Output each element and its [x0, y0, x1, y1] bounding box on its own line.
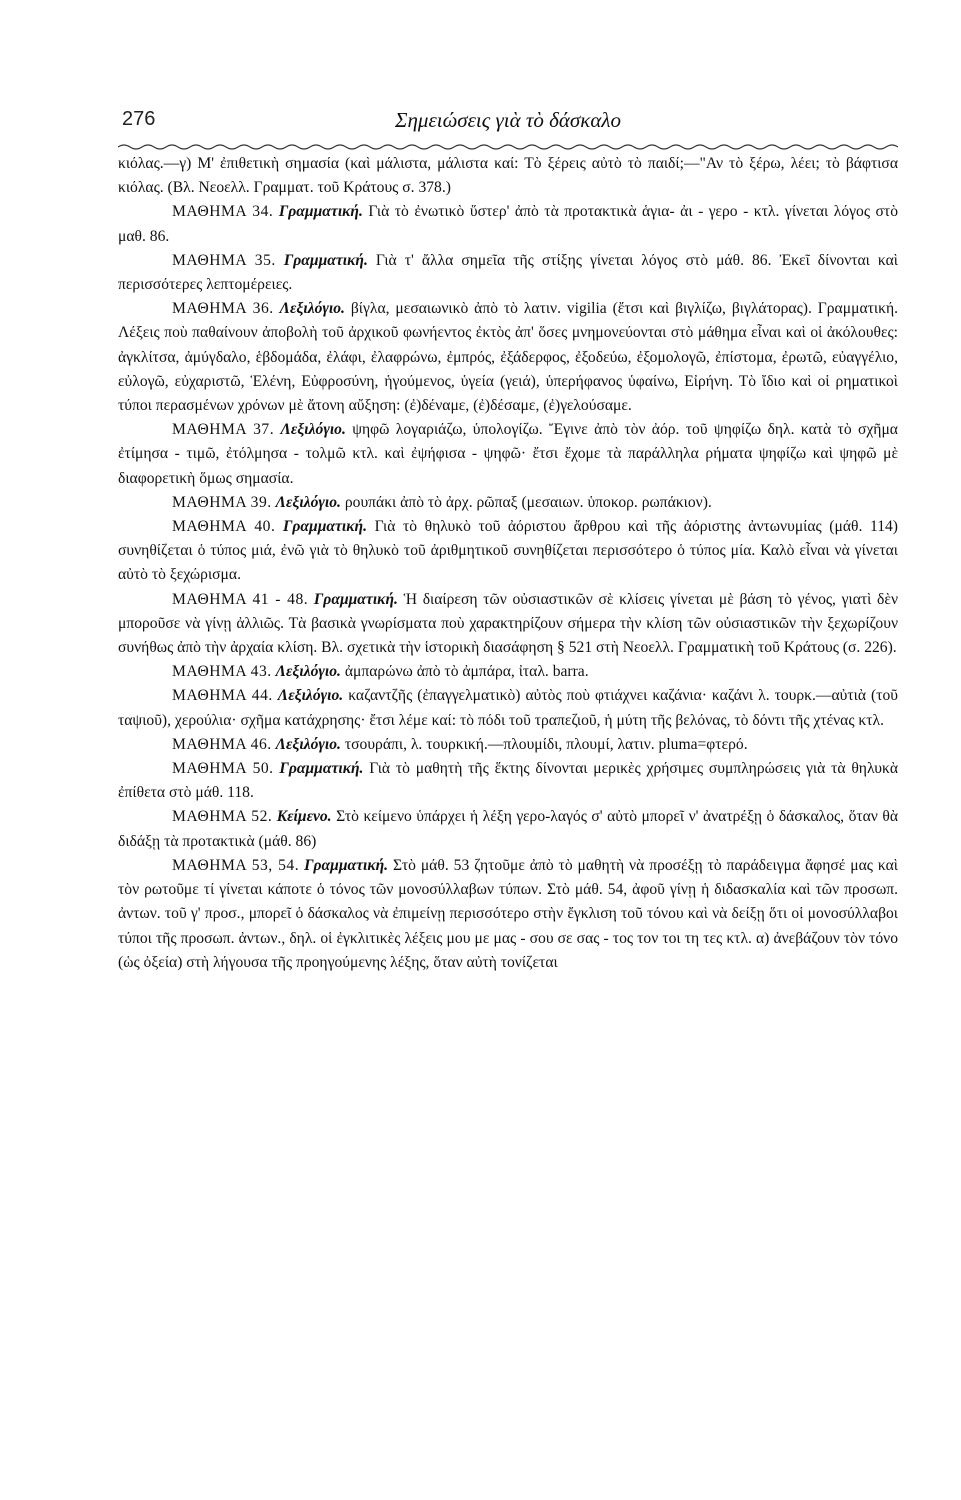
lesson-subject: Κείμενο.	[276, 808, 332, 826]
lesson-label: ΜΑΘΗΜΑ 53, 54.	[172, 856, 300, 874]
lesson-text: Γιὰ τὸ μαθητὴ τῆς ἕκτης δίνονται μερικὲς χρήσιμες συμπληρώσεις γιὰ τὰ θηλυκὰ ἐπίθετα στὸ μάθ. 118.	[118, 760, 898, 802]
lesson-subject: Γραμματική.	[283, 251, 368, 269]
lesson-label: ΜΑΘΗΜΑ 37.	[172, 421, 275, 439]
lesson-text: Γιὰ τὸ ἐνωτικὸ ὕστερ' ἀπὸ τὰ προτακτικὰ ἁγια- ἀι - γερο - κτλ. γίνεται λόγος στὸ μαθ. 86.	[118, 203, 898, 245]
lesson-label: ΜΑΘΗΜΑ 50.	[172, 760, 274, 778]
lesson-note	[118, 757, 898, 805]
lesson-label: ΜΑΘΗΜΑ 46.	[172, 735, 272, 753]
lesson-subject: Λεξιλόγιο.	[279, 300, 345, 318]
lesson-label: ΜΑΘΗΜΑ 36.	[172, 300, 274, 318]
lesson-note	[118, 733, 898, 757]
lesson-label: ΜΑΘΗΜΑ 41 - 48.	[172, 590, 309, 608]
lesson-text: τσουράπι, λ. τουρκική.—πλουμίδι, πλουμί, λατιν. pluma=φτερό.	[344, 735, 748, 753]
lesson-note	[118, 660, 898, 684]
page-header	[118, 104, 898, 140]
lesson-subject: Γραμματική.	[304, 856, 389, 874]
lesson-note	[118, 491, 898, 515]
lesson-label: ΜΑΘΗΜΑ 52.	[172, 808, 273, 826]
lesson-note	[118, 684, 898, 732]
lesson-note	[118, 588, 898, 661]
lesson-text: Γιὰ τ' ἄλλα σημεῖα τῆς στίξης γίνεται λόγος στὸ μάθ. 86. Ἐκεῖ δίνονται καὶ περισσότερες λεπτομέρειες.	[118, 251, 898, 294]
lesson-text: βίγλα, μεσαιωνικὸ ἀπὸ τὸ λατιν. vigilia (ἔτσι καὶ βιγλίζω, βιγλάτορας). Γραμματική. Λέξεις ποὺ παθαίνουν ἀποβολὴ τοῦ ἀρχικοῦ φωνήεντος ἐκτὸς ἀπ' ὅσες μνημονεύονται στὸ μάθημα εἶναι καὶ οἱ ἀκόλουθες: ἀγκλίτσα, ἀμύγδαλο, ἑβδομάδα, ἐλάφι, ἐλαφρώνω, ἐμπρός, ἐξάδερφος, ἐξοδεύω, ἐξομολογῶ, ἐπίστομα, ἐρωτῶ, εὐαγγέλιο, εὐλογῶ, εὐχαριστῶ, Ἑλένη, Εὐφροσύνη, ἡγούμενος, ὑγεία (γειά), ὑπερήφανος ὑφαίνω, Εἰρήνη. Τὸ ἴδιο καὶ οἱ ρηματικοὶ τύποι περασμένων χρόνων μὲ ἄτονη αὔξηση: (ἐ)δέναμε, (ἐ)δέσαμε, (ἐ)γελούσαμε.	[118, 300, 898, 415]
lesson-subject: Γραμματική.	[278, 203, 363, 221]
paragraph	[118, 152, 898, 200]
lesson-note	[118, 418, 898, 491]
lesson-note	[118, 805, 898, 853]
lesson-text: Γιὰ τὸ θηλυκὸ τοῦ ἀόριστου ἄρθρου καὶ τῆς ἀόριστης ἀντωνυμίας (μάθ. 114) συνηθίζεται ὁ τύπος μιά, ἐνῶ γιὰ τὸ θηλυκὸ τοῦ ἀριθμητικοῦ συνηθίζεται περισσότερο ὁ τύπος μία. Καλὸ εἶναι νὰ γίνεται αὐτὸ τὸ ξεχώρισμα.	[118, 518, 898, 584]
lesson-note	[118, 249, 898, 297]
notes-body	[118, 152, 898, 975]
paragraph-text: κιόλας.—γ) Μ' ἐπιθετικὴ σημασία (καὶ μάλιστα, μάλιστα καί: Τὸ ξέρεις αὐτὸ τὸ παιδί;—"Αν τὸ ξέρω, λέει; τὸ βάφτισα κιόλας. (Βλ. Νεοελλ. Γραμματ. τοῦ Κράτους σ. 378.)	[118, 155, 898, 197]
page-number: 276	[122, 108, 156, 130]
lesson-note	[118, 297, 898, 418]
lesson-subject: Γραμματική.	[313, 590, 398, 608]
wavy-rule	[118, 143, 898, 151]
lesson-label: ΜΑΘΗΜΑ 35.	[172, 251, 276, 269]
lesson-subject: Γραμματική.	[282, 518, 367, 536]
lesson-subject: Λεξιλόγιο.	[280, 421, 346, 439]
lesson-text: Στὸ μάθ. 53 ζητοῦμε ἀπὸ τὸ μαθητὴ νὰ προσέξῃ τὸ παράδειγμα ἄφησέ μας καὶ τὸν ρωτοῦμε τί γίνεται κάποτε ὁ τόνος τῶν μονοσύλλαβων τύπων. Στὸ μάθ. 54, ἀφοῦ γίνῃ ἡ διδασκαλία καὶ τῶν προσωπ. ἀντων. τοῦ γ' προσ., μπορεῖ ὁ δάσκαλος νὰ ἐπιμείνῃ περισσότερο στὴν ἔγκλιση τοῦ τόνου καὶ νὰ δείξῃ ὅτι οἱ μονοσύλλαβοι τύποι τῆς προσωπ. ἀντων., δηλ. οἱ ἐγκλιτικὲς λέξεις μου με μας - σου σε σας - τος τον τοι τη τες κτλ. α) ἀνεβάζουν τὸν τόνο (ὡς ὀξεία) στὴ λήγουσα τῆς προηγούμενης λέξης, ὅταν αὐτὴ τονίζεται	[118, 856, 899, 971]
lesson-subject: Λεξιλόγιο.	[275, 735, 341, 753]
lesson-text: Ἡ διαίρεση τῶν οὐσιαστικῶν σὲ κλίσεις γίνεται μὲ βάση τὸ γένος, γιατὶ δὲν μποροῦσε νὰ γίνῃ ἀλλιῶς. Τὰ βασικὰ γνωρίσματα ποὺ χαρακτηρίζουν σήμερα τὴν κλίση τῶν οὐσιαστικῶν τὴν ξεχωρίζουν συνήθως ἀπὸ τὴν ἀρχαία κλίση. Βλ. σχετικὰ τὴν ἱστορικὴ διασάφηση § 521 στὴ Νεοελλ. Γραμματικὴ τοῦ Κράτους (σ. 226).	[118, 590, 898, 657]
lesson-label: ΜΑΘΗΜΑ 39.	[172, 493, 272, 511]
lesson-label: ΜΑΘΗΜΑ 40.	[172, 518, 276, 536]
lesson-label: ΜΑΘΗΜΑ 44.	[172, 687, 273, 705]
lesson-note	[118, 515, 898, 588]
lesson-text: καζαντζῆς (ἐπαγγελματικὸ) αὐτὸς ποὺ φτιάχνει καζάνια· καζάνι λ. τουρκ.—αὐτιὰ (τοῦ ταψιοῦ), χερούλια· σχῆμα κατάχρησης· ἔτσι λέμε καί: τὸ πόδι τοῦ τραπεζιοῦ, ἡ μύτη τῆς βελόνας, τὸ δόντι τῆς χτένας κτλ.	[118, 687, 899, 729]
lesson-label: ΜΑΘΗΜΑ 34.	[172, 203, 274, 221]
lesson-text: ἀμπαρώνω ἀπὸ τὸ ἀμπάρα, ἰταλ. barra.	[344, 663, 589, 681]
lesson-subject: Λεξιλόγιο.	[277, 687, 344, 705]
lesson-note	[118, 200, 898, 248]
lesson-subject: Λεξιλόγιο.	[275, 663, 341, 681]
lesson-label: ΜΑΘΗΜΑ 43.	[172, 663, 272, 681]
lesson-note	[118, 854, 898, 975]
lesson-text: ρουπάκι ἀπὸ τὸ ἀρχ. ρῶπαξ (μεσαιων. ὑποκορ. ρωπάκιον).	[344, 493, 712, 511]
lesson-text: ψηφῶ λογαριάζω, ὑπολογίζω. Ἔγινε ἀπὸ τὸν ἀόρ. τοῦ ψηφίζω δηλ. κατὰ τὸ σχῆμα ἐτίμησα - τιμῶ, ἐτόλμησα - τολμῶ κτλ. καὶ ἐψήφισα - ψηφῶ· ἔτσι ἔχομε τὰ παράλληλα ρήματα ψηφίζω καὶ ψηφῶ μὲ διαφορετικὴ ὅμως σημασία.	[118, 421, 898, 487]
lesson-subject: Γραμματική.	[279, 760, 364, 778]
lesson-text: Στὸ κείμενο ὑπάρχει ἡ λέξη γερο-λαγός σ' αὐτὸ μπορεῖ ν' ἀνατρέξῃ ὁ δάσκαλος, ὅταν θὰ διδάξῃ τὰ προτακτικὰ (μάθ. 86)	[118, 808, 898, 850]
lesson-subject: Λεξιλόγιο.	[275, 493, 341, 511]
running-title: Σημειώσεις γιὰ τὸ δάσκαλο	[395, 108, 621, 132]
